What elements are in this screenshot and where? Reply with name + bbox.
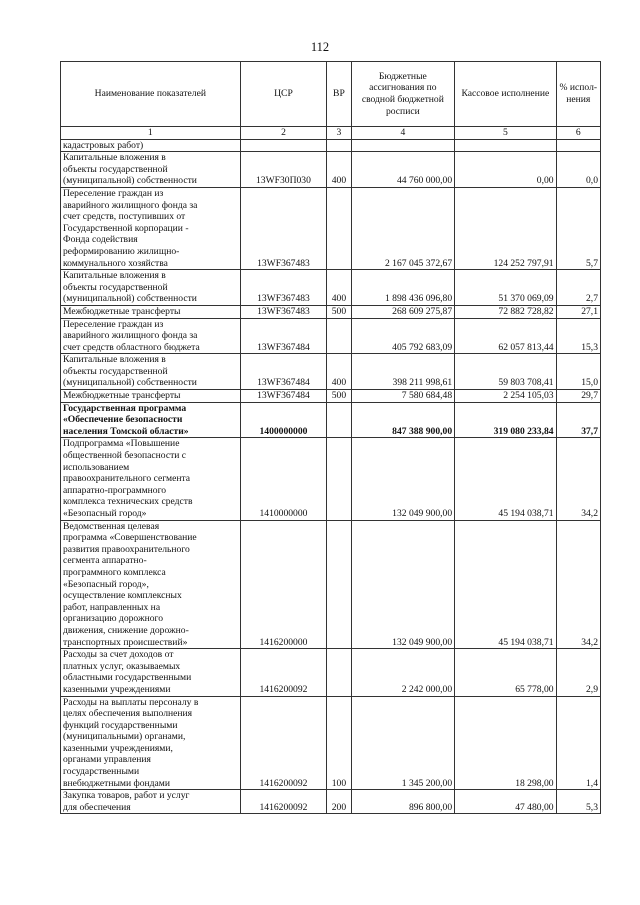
column-number: 5 bbox=[455, 127, 556, 140]
indicator-name-line: аварийного жилищного фонда за bbox=[63, 199, 198, 211]
vr-cell bbox=[327, 649, 351, 696]
table-row bbox=[61, 354, 601, 390]
indicator-name-line: правоохранительного сегмента bbox=[63, 473, 191, 485]
cash-cell bbox=[455, 139, 556, 152]
cash-cell: 45 194 038,71 bbox=[455, 520, 556, 649]
table-row bbox=[61, 390, 601, 403]
indicator-name-line: транспортных происшествий» bbox=[63, 636, 188, 648]
indicator-name-line: «Обеспечение безопасности bbox=[63, 414, 183, 426]
csr-cell: 1416200092 bbox=[240, 790, 327, 814]
column-number: 3 bbox=[327, 127, 351, 140]
table-row bbox=[61, 318, 601, 354]
percent-cell: 34,2 bbox=[556, 438, 600, 520]
csr-cell: 13WF367483 bbox=[240, 187, 327, 269]
indicator-name-line: целях обеспечения выполнения bbox=[63, 708, 193, 720]
indicator-name-line: счет средств областного бюджета bbox=[63, 341, 200, 353]
indicator-name-line: органами управления bbox=[63, 754, 151, 766]
indicator-name-line: платных услуг, оказываемых bbox=[63, 660, 181, 672]
indicator-name-line: Межбюджетные трансферты bbox=[63, 390, 181, 402]
table-row bbox=[61, 520, 601, 649]
indicator-name-line: (муниципальной) собственности bbox=[63, 377, 197, 389]
csr-cell bbox=[240, 139, 327, 152]
indicator-name-cell bbox=[61, 152, 241, 188]
indicator-name-cell bbox=[61, 318, 241, 354]
table-row bbox=[61, 305, 601, 318]
budget-cell: 7 580 684,48 bbox=[351, 390, 455, 403]
indicator-name-line: функций государственными bbox=[63, 719, 178, 731]
indicator-name-line: использованием bbox=[63, 461, 130, 473]
percent-cell: 2,7 bbox=[556, 270, 600, 306]
table-row bbox=[61, 438, 601, 520]
indicator-name-line: объекты государственной bbox=[63, 281, 168, 293]
indicator-name-line: общественной безопасности с bbox=[63, 450, 187, 462]
table-row bbox=[61, 187, 601, 269]
budget-cell: 405 792 683,09 bbox=[351, 318, 455, 354]
indicator-name-line: движения, снижение дорожно- bbox=[63, 624, 189, 636]
percent-cell: 27,1 bbox=[556, 305, 600, 318]
vr-cell: 400 bbox=[327, 152, 351, 188]
indicator-name-cell bbox=[61, 305, 241, 318]
indicator-name-cell bbox=[61, 790, 241, 814]
cash-cell: 18 298,00 bbox=[455, 696, 556, 790]
vr-cell: 400 bbox=[327, 270, 351, 306]
percent-cell: 0,0 bbox=[556, 152, 600, 188]
indicator-name-line: развития правоохранительного bbox=[63, 543, 190, 555]
indicator-name-cell bbox=[61, 520, 241, 649]
budget-execution-table bbox=[60, 61, 601, 814]
indicator-name-line: Межбюджетные трансферты bbox=[63, 305, 181, 317]
page-number: 112 bbox=[310, 40, 330, 54]
budget-cell: 2 167 045 372,67 bbox=[351, 187, 455, 269]
indicator-name-line: (муниципальной) собственности bbox=[63, 293, 197, 305]
budget-cell: 132 049 900,00 bbox=[351, 520, 455, 649]
indicator-name-line: программа «Совершенствование bbox=[63, 532, 197, 544]
percent-cell: 37,7 bbox=[556, 402, 600, 438]
csr-cell: 13WF367484 bbox=[240, 390, 327, 403]
indicator-name-line: Капитальные вложения в bbox=[63, 270, 166, 282]
indicator-name-line: комплекса технических средств bbox=[63, 496, 193, 508]
indicator-name-line: счет средств, поступивших от bbox=[63, 211, 186, 223]
table-header-row bbox=[61, 62, 601, 127]
budget-cell bbox=[351, 139, 455, 152]
cash-cell: 72 882 728,82 bbox=[455, 305, 556, 318]
indicator-name-line: Государственной корпорации - bbox=[63, 222, 189, 234]
column-number: 4 bbox=[351, 127, 455, 140]
budget-cell: 1 345 200,00 bbox=[351, 696, 455, 790]
percent-cell: 34,2 bbox=[556, 520, 600, 649]
indicator-name-line: объекты государственной bbox=[63, 365, 168, 377]
percent-cell: 5,7 bbox=[556, 187, 600, 269]
cash-cell: 51 370 069,09 bbox=[455, 270, 556, 306]
indicator-name-line: сегмента аппаратно- bbox=[63, 555, 147, 567]
indicator-name-line: аппаратно-программного bbox=[63, 484, 167, 496]
cash-cell: 59 803 708,41 bbox=[455, 354, 556, 390]
column-number: 1 bbox=[61, 127, 241, 140]
vr-cell: 200 bbox=[327, 790, 351, 814]
csr-cell: 13WF367483 bbox=[240, 270, 327, 306]
budget-cell: 132 049 900,00 bbox=[351, 438, 455, 520]
percent-cell: 2,9 bbox=[556, 649, 600, 696]
indicator-name-cell bbox=[61, 187, 241, 269]
budget-cell: 896 800,00 bbox=[351, 790, 455, 814]
header-csr: ЦСР bbox=[240, 62, 327, 127]
indicator-name-line: Расходы за счет доходов от bbox=[63, 649, 174, 661]
indicator-name-line: населения Томской области» bbox=[63, 425, 189, 437]
indicator-name-line: Подпрограмма «Повышение bbox=[63, 438, 180, 450]
indicator-name-line: Расходы на выплаты персоналу в bbox=[63, 696, 199, 708]
indicator-name-line: государственными bbox=[63, 766, 140, 778]
cash-cell: 319 080 233,84 bbox=[455, 402, 556, 438]
budget-cell: 1 898 436 096,80 bbox=[351, 270, 455, 306]
cash-cell: 62 057 813,44 bbox=[455, 318, 556, 354]
header-percent: % испол-нения bbox=[556, 62, 600, 127]
vr-cell: 400 bbox=[327, 354, 351, 390]
column-number-row bbox=[61, 127, 601, 140]
vr-cell: 500 bbox=[327, 305, 351, 318]
cash-cell: 47 480,00 bbox=[455, 790, 556, 814]
budget-cell: 268 609 275,87 bbox=[351, 305, 455, 318]
table-row bbox=[61, 139, 601, 152]
percent-cell: 5,3 bbox=[556, 790, 600, 814]
vr-cell bbox=[327, 318, 351, 354]
vr-cell bbox=[327, 187, 351, 269]
csr-cell: 13WF367484 bbox=[240, 354, 327, 390]
indicator-name-line: объекты государственной bbox=[63, 163, 168, 175]
indicator-name-line: Государственная программа bbox=[63, 402, 187, 414]
table-row bbox=[61, 649, 601, 696]
indicator-name-cell bbox=[61, 390, 241, 403]
vr-cell bbox=[327, 402, 351, 438]
cash-cell: 0,00 bbox=[455, 152, 556, 188]
table-body bbox=[61, 139, 601, 814]
header-vr: ВР bbox=[327, 62, 351, 127]
vr-cell bbox=[327, 438, 351, 520]
budget-cell: 847 388 900,00 bbox=[351, 402, 455, 438]
indicator-name-line: областными государственными bbox=[63, 672, 192, 684]
header-cash: Кассовое исполнение bbox=[455, 62, 556, 127]
indicator-name-line: программного комплекса bbox=[63, 566, 166, 578]
indicator-name-cell bbox=[61, 649, 241, 696]
percent-cell: 15,3 bbox=[556, 318, 600, 354]
indicator-name-cell bbox=[61, 438, 241, 520]
indicator-name-cell bbox=[61, 270, 241, 306]
cash-cell: 2 254 105,03 bbox=[455, 390, 556, 403]
indicator-name-line: работ, направленных на bbox=[63, 601, 161, 613]
header-name: Наименование показателей bbox=[61, 62, 241, 127]
csr-cell: 13WF367483 bbox=[240, 305, 327, 318]
percent-cell: 1,4 bbox=[556, 696, 600, 790]
table-row bbox=[61, 402, 601, 438]
budget-cell: 2 242 000,00 bbox=[351, 649, 455, 696]
percent-cell: 29,7 bbox=[556, 390, 600, 403]
indicator-name-line: «Безопасный город», bbox=[63, 578, 149, 590]
indicator-name-line: «Безопасный город» bbox=[63, 508, 147, 519]
table-row bbox=[61, 152, 601, 188]
vr-cell bbox=[327, 520, 351, 649]
csr-cell: 1416200092 bbox=[240, 696, 327, 790]
indicator-name-line: Переселение граждан из bbox=[63, 318, 164, 330]
csr-cell: 13WF30П030 bbox=[240, 152, 327, 188]
column-number: 2 bbox=[240, 127, 327, 140]
budget-cell: 44 760 000,00 bbox=[351, 152, 455, 188]
cash-cell: 65 778,00 bbox=[455, 649, 556, 696]
indicator-name-line: казенными учреждениями bbox=[63, 683, 171, 695]
csr-cell: 1416200092 bbox=[240, 649, 327, 696]
indicator-name-line: осуществление комплексных bbox=[63, 590, 182, 602]
table-row bbox=[61, 696, 601, 790]
indicator-name-line: аварийного жилищного фонда за bbox=[63, 330, 198, 342]
indicator-name-line: внебюджетными фондами bbox=[63, 777, 170, 789]
csr-cell: 1400000000 bbox=[240, 402, 327, 438]
indicator-name-cell bbox=[61, 354, 241, 390]
indicator-name-line: Капитальные вложения в bbox=[63, 354, 166, 366]
column-number: 6 bbox=[556, 127, 600, 140]
indicator-name-line: Переселение граждан из bbox=[63, 187, 164, 199]
cash-cell: 45 194 038,71 bbox=[455, 438, 556, 520]
indicator-name-line: казенными учреждениями, bbox=[63, 742, 173, 754]
indicator-name-line: для обеспечения bbox=[63, 801, 131, 813]
csr-cell: 1410000000 bbox=[240, 438, 327, 520]
table-row bbox=[61, 270, 601, 306]
header-budget: Бюджетные ассигнования по сводной бюджетной росписи bbox=[351, 62, 455, 127]
indicator-name-cell bbox=[61, 402, 241, 438]
indicator-name-line: Ведомственная целевая bbox=[63, 520, 160, 532]
csr-cell: 13WF367484 bbox=[240, 318, 327, 354]
indicator-name-line: реформированию жилищно- bbox=[63, 245, 180, 257]
indicator-name-line: коммунального хозяйства bbox=[63, 257, 168, 269]
budget-cell: 398 211 998,61 bbox=[351, 354, 455, 390]
indicator-name-line: Закупка товаров, работ и услуг bbox=[63, 790, 190, 802]
vr-cell: 500 bbox=[327, 390, 351, 403]
vr-cell: 100 bbox=[327, 696, 351, 790]
percent-cell: 15,0 bbox=[556, 354, 600, 390]
cash-cell: 124 252 797,91 bbox=[455, 187, 556, 269]
indicator-name-cell bbox=[61, 696, 241, 790]
indicator-name-line: организацию дорожного bbox=[63, 613, 164, 625]
table-row bbox=[61, 790, 601, 814]
indicator-name-line: (муниципальными) органами, bbox=[63, 731, 186, 743]
indicator-name-line: (муниципальной) собственности bbox=[63, 175, 197, 187]
percent-cell bbox=[556, 139, 600, 152]
indicator-name-line: Фонда содействия bbox=[63, 234, 138, 246]
csr-cell: 1416200000 bbox=[240, 520, 327, 649]
vr-cell bbox=[327, 139, 351, 152]
indicator-name-line: Капитальные вложения в bbox=[63, 152, 166, 164]
indicator-name-cell bbox=[61, 139, 241, 152]
indicator-name-line: кадастровых работ) bbox=[63, 139, 144, 151]
